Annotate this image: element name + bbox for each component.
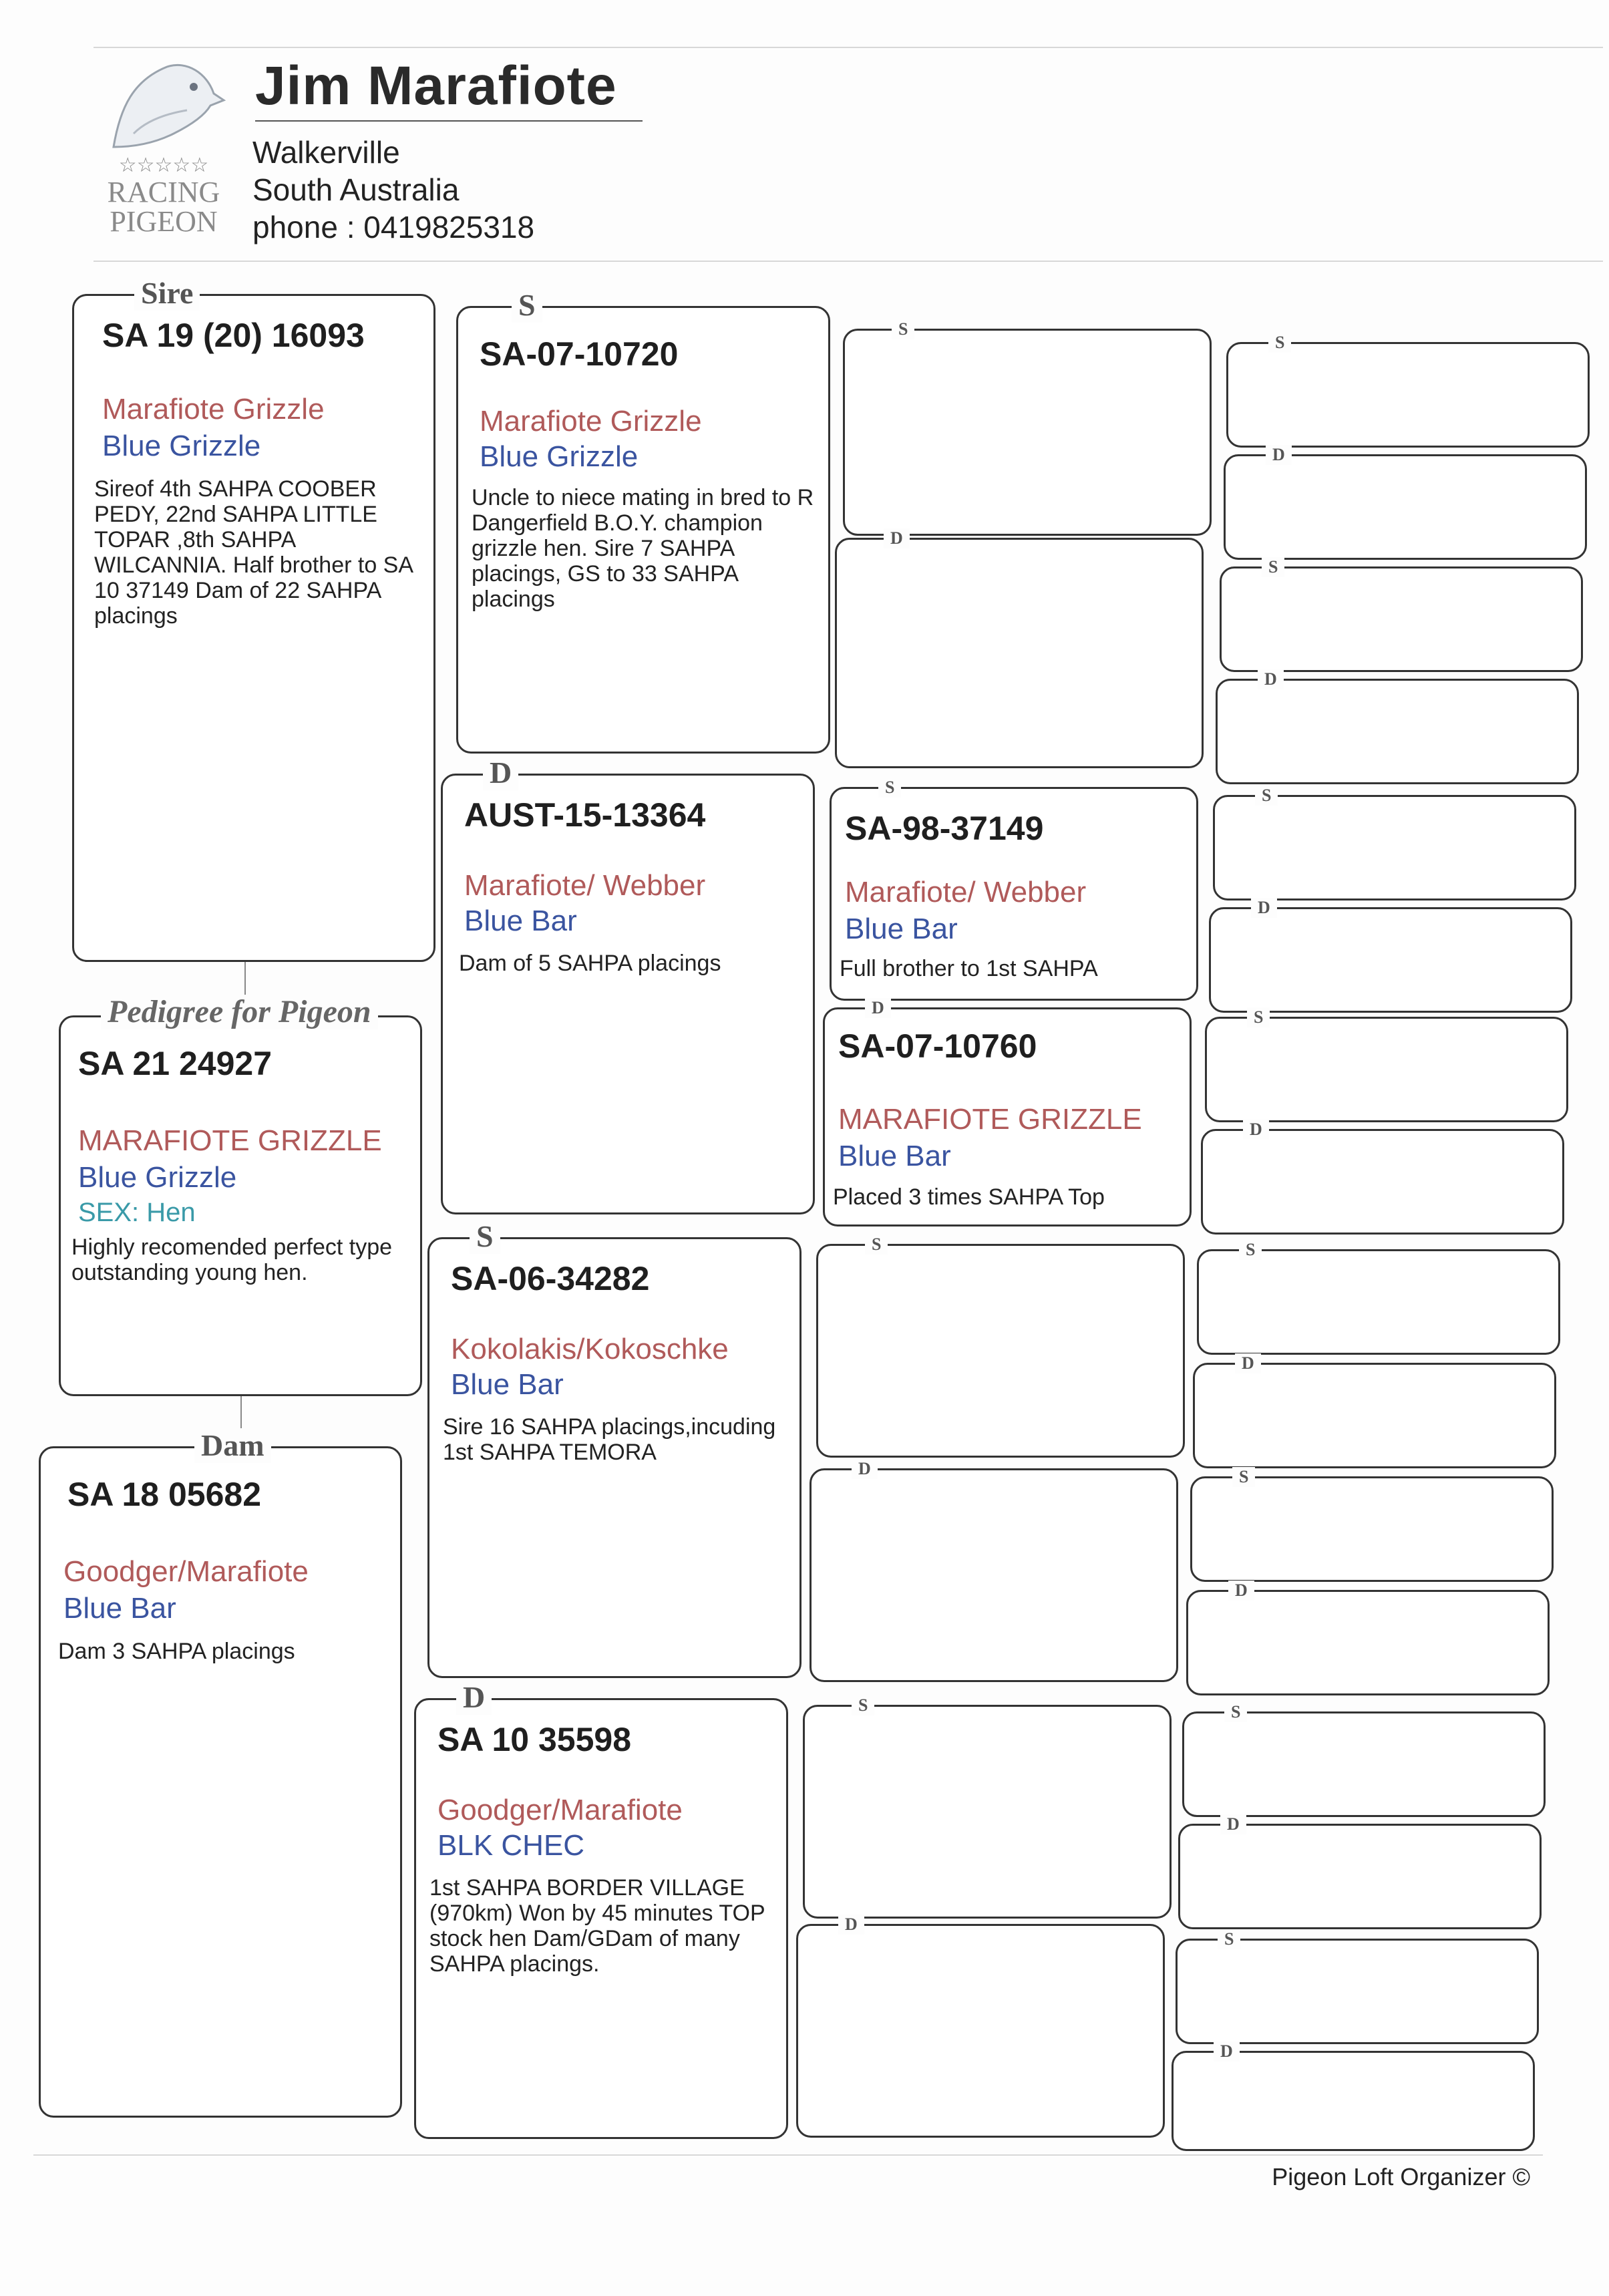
sss-box (843, 319, 1212, 536)
dam-dam-notes: 1st SAHPA BORDER VILLAGE (970km) Won by 45 minutes TOP stock hen Dam/GDam of many SAHPA placings. (429, 1875, 765, 1977)
sire-dam-color: Blue Bar (464, 905, 577, 937)
sire-sire-color: Blue Grizzle (480, 440, 639, 473)
g4-box-6 (1209, 898, 1572, 1013)
g4-tag-7: S (1247, 1007, 1270, 1027)
sdd-strain: MARAFIOTE GRIZZLE (838, 1103, 1142, 1136)
sire-ring: SA 19 (20) 16093 (102, 317, 365, 354)
g4-tag-6: D (1251, 898, 1277, 918)
dam-dam-ring: SA 10 35598 (437, 1721, 632, 1758)
g4-tag-2: D (1266, 445, 1292, 465)
racing-pigeon-logo (94, 53, 247, 240)
pigeon-notes: Highly recomended perfect type outstanding young hen. (71, 1235, 393, 1285)
dsd-tag: D (852, 1459, 878, 1479)
dss-tag: S (865, 1235, 888, 1255)
sex-label: SEX: (78, 1198, 140, 1227)
owner-address (252, 134, 534, 246)
g4-tag-4: D (1258, 669, 1284, 689)
g4-box-14 (1178, 1814, 1542, 1929)
g4-tag-9: S (1239, 1240, 1262, 1260)
g4-box-3 (1220, 557, 1583, 672)
sire-dam-notes: Dam of 5 SAHPA placings (459, 951, 721, 976)
dss-box (816, 1235, 1185, 1458)
sire-sire-tag: S (512, 288, 542, 323)
dam-color: Blue Bar (63, 1592, 176, 1625)
header-rule (94, 261, 1603, 262)
dam-dam-strain: Goodger/Marafiote (437, 1794, 683, 1826)
owner-underline (255, 120, 643, 122)
sire-color: Blue Grizzle (102, 430, 261, 462)
g4-box-5 (1213, 786, 1576, 900)
dam-notes: Dam 3 SAHPA placings (58, 1639, 295, 1664)
g4-box-4 (1216, 669, 1579, 784)
top-rule (94, 47, 1603, 48)
sdd-color: Blue Bar (838, 1140, 951, 1172)
g4-tag-11: S (1232, 1467, 1255, 1487)
sds-notes: Full brother to 1st SAHPA (840, 956, 1098, 981)
pigeon-strain: MARAFIOTE GRIZZLE (78, 1124, 382, 1157)
dsd-box (810, 1459, 1178, 1682)
sdd-ring: SA-07-10760 (838, 1027, 1037, 1065)
pigeon-sex (78, 1198, 196, 1228)
g4-box-1 (1226, 333, 1590, 448)
dds-box (803, 1695, 1172, 1919)
logo-pigeon: PIGEON (110, 205, 218, 238)
g4-tag-1: S (1268, 333, 1291, 353)
ddd-box (796, 1915, 1165, 2138)
dds-tag: S (852, 1695, 874, 1715)
g4-tag-13: S (1224, 1702, 1247, 1722)
dam-sire-box (427, 1219, 801, 1678)
sire-box (72, 276, 435, 962)
sire-sire-ring: SA-07-10720 (480, 335, 679, 373)
sss-tag: S (892, 319, 914, 339)
sdd-notes: Placed 3 times SAHPA Top (833, 1184, 1105, 1210)
footer-rule (33, 2154, 1543, 2156)
g4-tag-15: S (1218, 1929, 1240, 1949)
owner-city: Walkerville (252, 135, 400, 170)
g4-box-12 (1186, 1581, 1550, 1695)
g4-tag-14: D (1220, 1814, 1246, 1834)
sire-strain: Marafiote Grizzle (102, 393, 325, 426)
dam-box (39, 1428, 402, 2118)
g4-tag-3: S (1262, 557, 1284, 577)
dam-sire-strain: Kokolakis/Kokoschke (451, 1333, 729, 1365)
ddd-tag: D (838, 1915, 864, 1935)
dam-sire-ring: SA-06-34282 (451, 1260, 650, 1297)
sire-sire-notes: Uncle to niece mating in bred to R Dangerfield B.O.Y. champion grizzle hen. Sire 7 SAHPA placings, GS to 33 SAHPA placings (472, 485, 814, 612)
dam-tag: Dam (194, 1428, 271, 1463)
g4-box-8 (1201, 1120, 1564, 1235)
sds-color: Blue Bar (845, 913, 958, 945)
dam-sire-tag: S (470, 1219, 500, 1254)
dam-ring: SA 18 05682 (67, 1476, 262, 1513)
pigeon-head-icon (94, 53, 227, 154)
sds-tag: S (878, 778, 901, 798)
dam-dam-box (414, 1680, 788, 2139)
g4-box-7 (1205, 1007, 1568, 1122)
g4-box-15 (1176, 1929, 1539, 2044)
g4-tag-8: D (1243, 1120, 1269, 1140)
ssd-tag: D (884, 528, 910, 548)
dam-dam-color: BLK CHEC (437, 1829, 585, 1862)
g4-box-11 (1190, 1467, 1554, 1582)
ssd-box (835, 528, 1204, 768)
g4-box-16 (1172, 2041, 1535, 2151)
sds-ring: SA-98-37149 (845, 810, 1044, 847)
footer-credit: Pigeon Loft Organizer © (1272, 2163, 1530, 2190)
pigeon-color: Blue Grizzle (78, 1161, 237, 1194)
dam-dam-tag: D (456, 1680, 492, 1715)
dam-sire-notes: Sire 16 SAHPA placings,incuding 1st SAHPA TEMORA (443, 1414, 776, 1465)
dam-strain: Goodger/Marafiote (63, 1555, 309, 1588)
dam-sire-color: Blue Bar (451, 1368, 564, 1401)
sex-value: Hen (146, 1198, 196, 1227)
sire-sire-box (456, 288, 830, 754)
g4-tag-5: S (1255, 786, 1278, 806)
owner-phone: phone : 0419825318 (252, 210, 535, 244)
g4-tag-12: D (1228, 1581, 1254, 1601)
sds-box (830, 778, 1198, 1001)
sire-dam-box (441, 756, 815, 1214)
sire-notes: Sireof 4th SAHPA COOBER PEDY, 22nd SAHPA LITTLE TOPAR ,8th SAHPA WILCANNIA. Half brother to SA 10 37149 Dam of 22 SAHPA placings (94, 476, 413, 629)
g4-tag-10: D (1235, 1353, 1261, 1373)
sire-dam-tag: D (483, 756, 518, 790)
pigeon-ring: SA 21 24927 (78, 1045, 273, 1082)
sdd-box (823, 998, 1192, 1226)
sire-dam-ring: AUST-15-13364 (464, 796, 706, 834)
logo-racing: RACING (107, 176, 220, 208)
g4-box-9 (1197, 1240, 1560, 1355)
g4-box-2 (1224, 445, 1587, 560)
pigeon-tag: Pedigree for Pigeon (101, 995, 378, 1029)
owner-name: Jim Marafiote (255, 55, 617, 116)
sdd-tag: D (865, 998, 891, 1018)
g4-box-13 (1182, 1702, 1546, 1817)
owner-state: South Australia (252, 172, 460, 207)
sire-tag: Sire (134, 276, 200, 311)
g4-tag-16: D (1214, 2041, 1240, 2062)
pigeon-box (59, 994, 422, 1396)
sire-dam-strain: Marafiote/ Webber (464, 869, 706, 902)
logo-stars: ☆☆☆☆☆ (118, 154, 209, 176)
sire-sire-strain: Marafiote Grizzle (480, 405, 702, 438)
g4-box-10 (1193, 1353, 1556, 1468)
sds-strain: Marafiote/ Webber (845, 876, 1087, 909)
